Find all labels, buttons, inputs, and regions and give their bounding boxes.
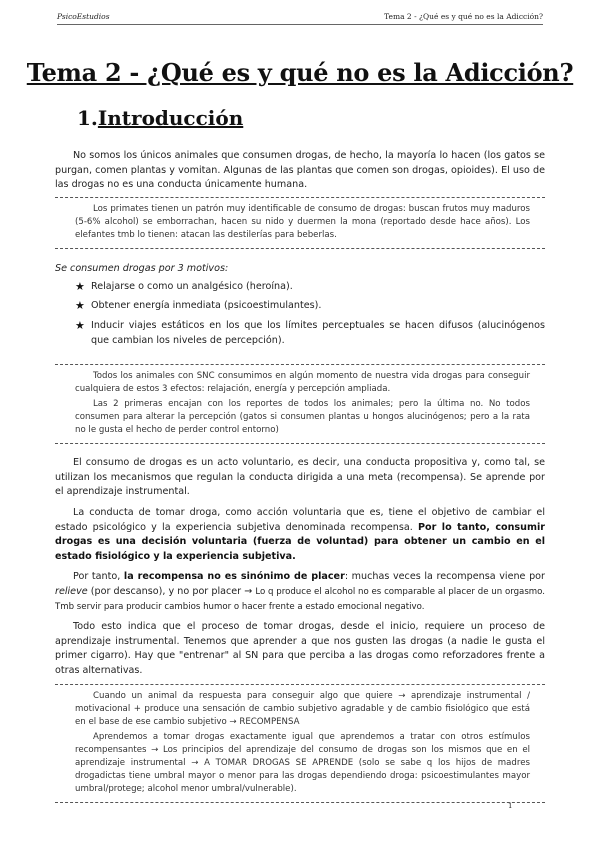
paragraph-2: El consumo de drogas es un acto voluntario, es decir, una conducta propositiva y, como tal, se utilizan los mecanismos que regulan la conducta dirigida a una meta (recompensa). Se aprende por el aprendizaje instrumental. — [55, 457, 545, 498]
note-text: Las 2 primeras encajan con los reportes de todos los animales; pero la última no. No todos consumen para alterar la percepción (gatos si consumen plantas u hongos alucinógenos; pero a la rata no le gusta el hecho de perder control entorno) — [75, 399, 530, 436]
motives-intro: Se consumen drogas por 3 motivos: — [55, 262, 229, 274]
list-item-text: Obtener energía inmediata (psicoestimulantes). — [91, 300, 322, 312]
page-title: Tema 2 - ¿Qué es y qué no es la Adicción? — [26, 58, 574, 87]
page-number: 1 — [508, 802, 513, 810]
paragraph-3 — [55, 506, 545, 564]
note-text: Cuando un animal da respuesta para conseguir algo que quiere → aprendizaje instrumental / motivacional + produce una sensación de cambio subjetivo agradable y de cambio fisiológico que está en el base de ese cambio subjetivo → RECOMPENSA — [75, 691, 530, 728]
bold-text: Por lo tanto, consumir drogas es una decisión voluntaria (fuerza de voluntad) para obtener un cambio en el estado fisiológico y la experiencia subjetiva. — [55, 521, 545, 562]
text: La conducta de tomar droga, como acción voluntaria que es, tiene el objetivo de cambiar el estado psicológico y la experiencia subjetiva denominada recompensa. — [55, 506, 545, 533]
star-bullet-icon: ★ — [75, 299, 85, 313]
paragraph-4 — [55, 570, 545, 614]
list-item — [55, 280, 545, 295]
motives-list — [55, 280, 545, 348]
page-header — [57, 10, 543, 25]
list-item — [55, 299, 545, 314]
italic-text: relieve — [55, 585, 88, 597]
note-text: Todos los animales con SNC consumimos en algún momento de nuestra vida drogas para conseguir cualquiera de estos 3 efectos: relajación, energía y percepción ampliada. — [75, 371, 530, 395]
header-right: Tema 2 - ¿Qué es y qué no es la Adicción? — [384, 12, 543, 21]
note-box-3 — [55, 684, 545, 803]
section-heading — [77, 106, 243, 130]
note-box-1 — [55, 197, 545, 249]
text: Por tanto, — [73, 571, 124, 583]
section-title: Introducción — [97, 106, 244, 130]
note-box-2 — [55, 364, 545, 444]
star-bullet-icon: ★ — [75, 318, 85, 332]
text: (por descanso), y no por placer → — [87, 585, 256, 597]
intro-block — [55, 149, 545, 803]
paragraph-1: No somos los únicos animales que consumen drogas, de hecho, la mayoría lo hacen (los gatos se purgan, comen plantas y vomitan. Algunas de las plantas que comen son drogas, opioides). El uso de las drogas no es una conducta únicamente humana. — [55, 150, 545, 191]
text: : muchas veces la recompensa viene por — [344, 571, 545, 583]
paragraph-5: Todo esto indica que el proceso de tomar drogas, desde el inicio, requiere un proceso de aprendizaje instrumental. Tenemos que aprender a que nos gusten las drogas (a nadie le gusta el primer cigarro). Hay que "entrenar" al SN para que perciba a las drogas como reforzadores frente a otras alternativas. — [55, 621, 545, 676]
note-text: Aprendemos a tomar drogas exactamente igual que aprendemos a tratar con otros estímulos recompensantes → Los principios del aprendizaje del consumo de drogas son los mismos que en el aprendizaje instrumental → A TOMAR DROGAS SE APRENDE (solo se sabe q los hijos de madres drogadictas tiene umbral mayor o menor para las drogas dependiendo droga: psicoestimulantes mayor umbral/protege; alcohol menor umbral/vulnerable). — [75, 732, 530, 795]
note-text: Los primates tienen un patrón muy identificable de consumo de drogas: buscan frutos muy maduros (5-6% alcohol) se emborrachan, hacen su nido y duermen la mona (reportado desde hace años). Los elefantes tmb lo tienen: atacan las destilerías para beberlas. — [75, 203, 530, 240]
list-item — [55, 319, 545, 348]
list-item-text: Relajarse o como un analgésico (heroína). — [91, 280, 293, 292]
section-number: 1. — [77, 106, 98, 130]
header-left: PsicoEstudios — [57, 12, 110, 21]
star-bullet-icon: ★ — [75, 279, 85, 293]
small-text: Lo q produce el alcohol no es comparable al placer de un orgasmo. Tmb servir para producir cambios humor o hacer frente a estado emocional negativo. — [55, 586, 545, 612]
list-item-text: Inducir viajes estáticos en los que los límites perceptuales se hacen difusos (alucinógenos que cambian los niveles de percepción). — [91, 319, 545, 346]
bold-text: la recompensa no es sinónimo de placer — [123, 571, 345, 583]
